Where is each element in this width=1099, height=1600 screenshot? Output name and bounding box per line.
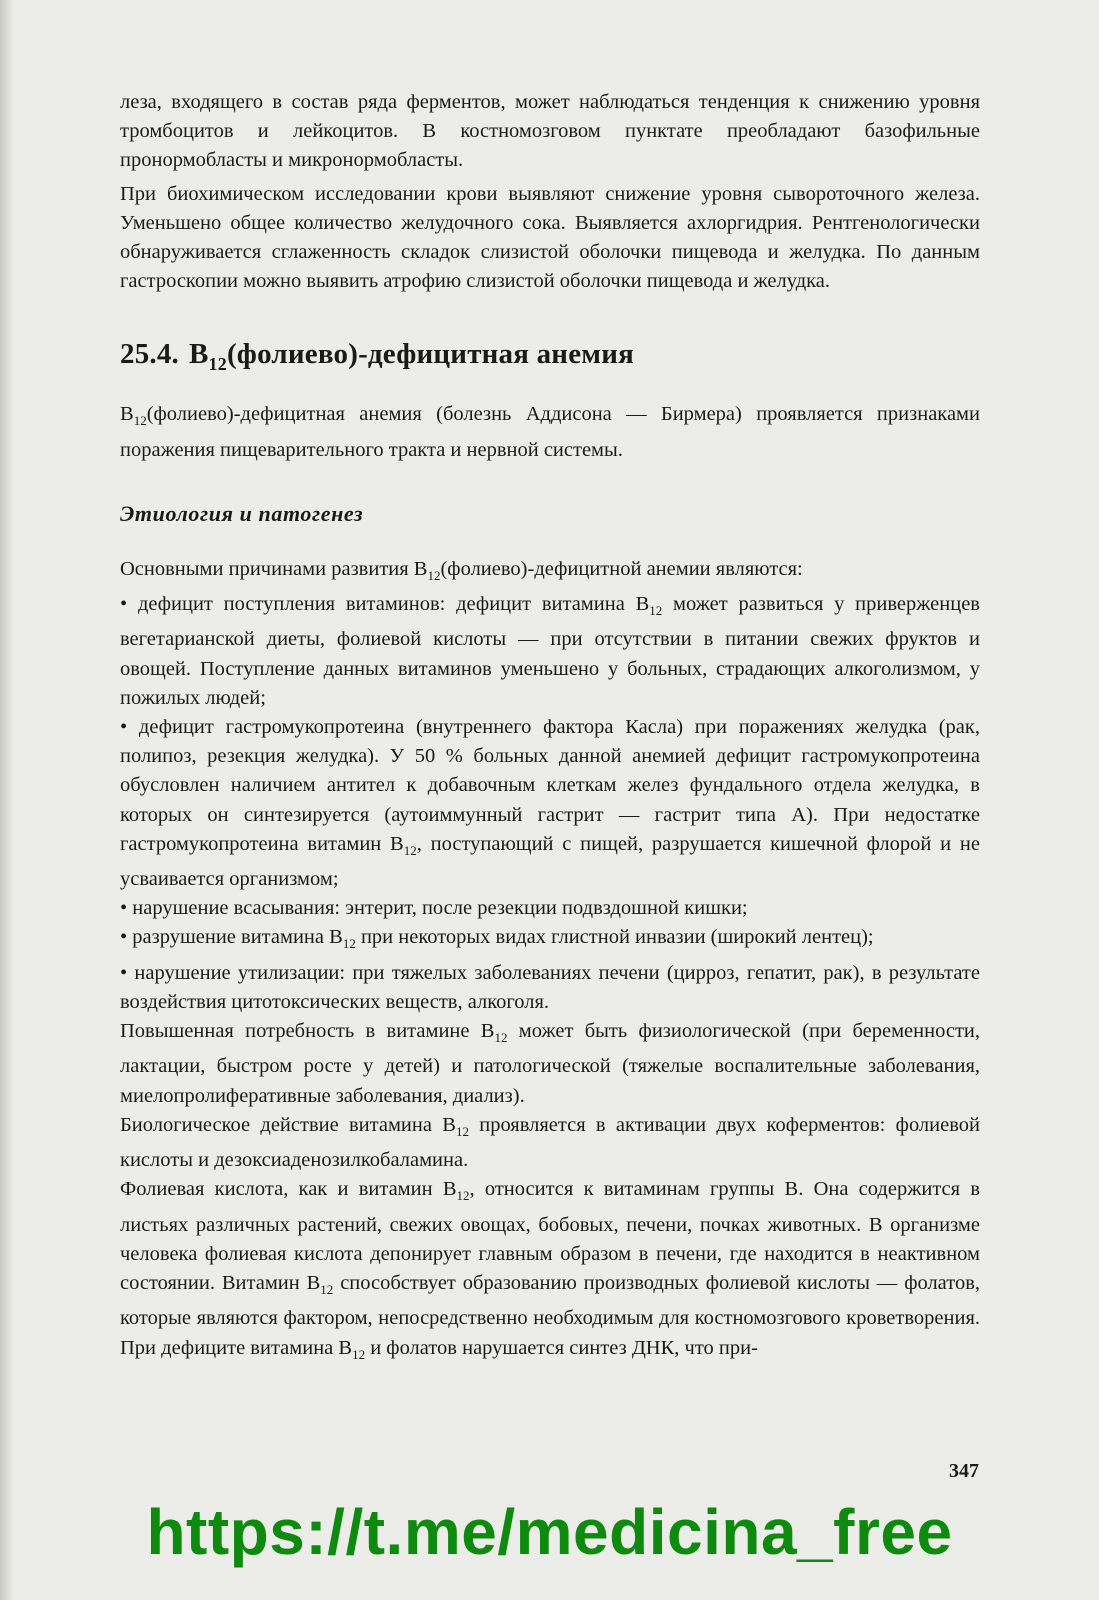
list-item-vitamin-intake: • дефицит поступления витаминов: дефицит витамина $B_{12}$ может развиться у приверженцев вегетарианской диеты, фолиевой кислоты — при отсутствии в питании свежих фруктов и овощей. Поступление данных витаминов уменьшено у больных, страдающих алкоголизмом, у пожилых людей; xyxy=(120,593,980,709)
section-heading: 25.4. $B_{12}(фолиево)$-дефицитная анемия xyxy=(120,338,635,375)
paragraph-causes: Основными причинами развития $B_{12}(фолиево)$-дефицитной анемии являются: xyxy=(120,557,803,583)
paragraph-biological-action: Биологическое действие витамина $B_{12}$ проявляется в активации двух коферментов: фолиевой кислоты и дезоксиаденозилкобаламина. xyxy=(120,1113,980,1172)
watermark-link: https://t.me/medicina_free xyxy=(146,1496,953,1568)
subsection-heading: Этиология и патогенез xyxy=(120,500,364,526)
paragraph-folic-acid: Фолиевая кислота, как и витамин $B_{12}$, относится к витаминам группы В. Она содержится в листьях различных растений, свежих овощах, бобовых, печени, почках животных. В организме человека фолиевая кислота депонирует главным образом в печени, где находится в неактивном состоянии. Витамин $B_{12}$ способствует образованию производных фолиевой кислоты — фолатов, которые являются фактором, непосредственно необходимым для костномозгового кроветворения. При дефиците витамина $B_{12}$ и фолатов нарушается синтез ДНК, что при- xyxy=(120,1178,981,1362)
section-number: 25.4. xyxy=(120,338,179,371)
paragraph-continuation: леза, входящего в состав ряда ферментов, может наблюдаться тенденция к снижению уровня тромбоцитов и лейкоцитов. В костномозговом пунктате преобладают базофильные пронормобласты и микронормобласты. xyxy=(120,91,980,172)
list-item-destruction: • разрушение витамина $B_{12}$ при некоторых видах глистной инвазии (широкий лентец); xyxy=(120,926,874,952)
paragraph-biochemistry: При биохимическом исследовании крови выявляют снижение уровня сывороточного железа. Уменьшено общее количество желудочного сока. Выявляется ахлоргидрия. Рентгенологически обнаруживается сглаженность складок слизистой оболочки пищевода и желудка. По данным гастроскопии можно выявить атрофию слизистой оболочки пищевода и желудка. xyxy=(120,182,980,293)
page-text xyxy=(120,88,980,1369)
page-number: 347 xyxy=(949,1460,979,1482)
section-intro: $B_{12}(фолиево)$-дефицитная анемия (болезнь Аддисона — Бирмера) проявляется признаками поражения пищеварительного тракта и нервной системы. xyxy=(120,403,980,461)
paragraph-increased-need: Повышенная потребность в витамине $B_{12}$ может быть физиологической (при беременности, лактации, быстром росте у детей) и патологической (тяжелые воспалительные заболевания, миелопролиферативные заболевания, диализ). xyxy=(120,1020,981,1107)
list-item-castle-factor: • дефицит гастромукопротеина (внутреннего фактора Касла) при поражениях желудка (рак, полипоз, резекция желудка). У 50 % больных данной анемией дефицит гастромукопротеина обусловлен наличием антител к добавочным клеткам желез фундального отдела желудка, в которых он синтезируется (аутоиммунный гастрит — гастрит типа А). При недостатке гастромукопротеина витамин $B_{12}$, поступающий с пищей, разрушается кишечной флорой и не усваивается организмом; xyxy=(120,715,980,891)
page-edge-shadow xyxy=(0,0,14,1600)
list-item-absorption: • нарушение всасывания: энтерит, после резекции подвздошной кишки; xyxy=(120,897,748,920)
list-item-utilization: • нарушение утилизации: при тяжелых заболеваниях печени (цирроз, гепатит, рак), в результате воздействия цитотоксических веществ, алкоголя. xyxy=(120,961,980,1013)
